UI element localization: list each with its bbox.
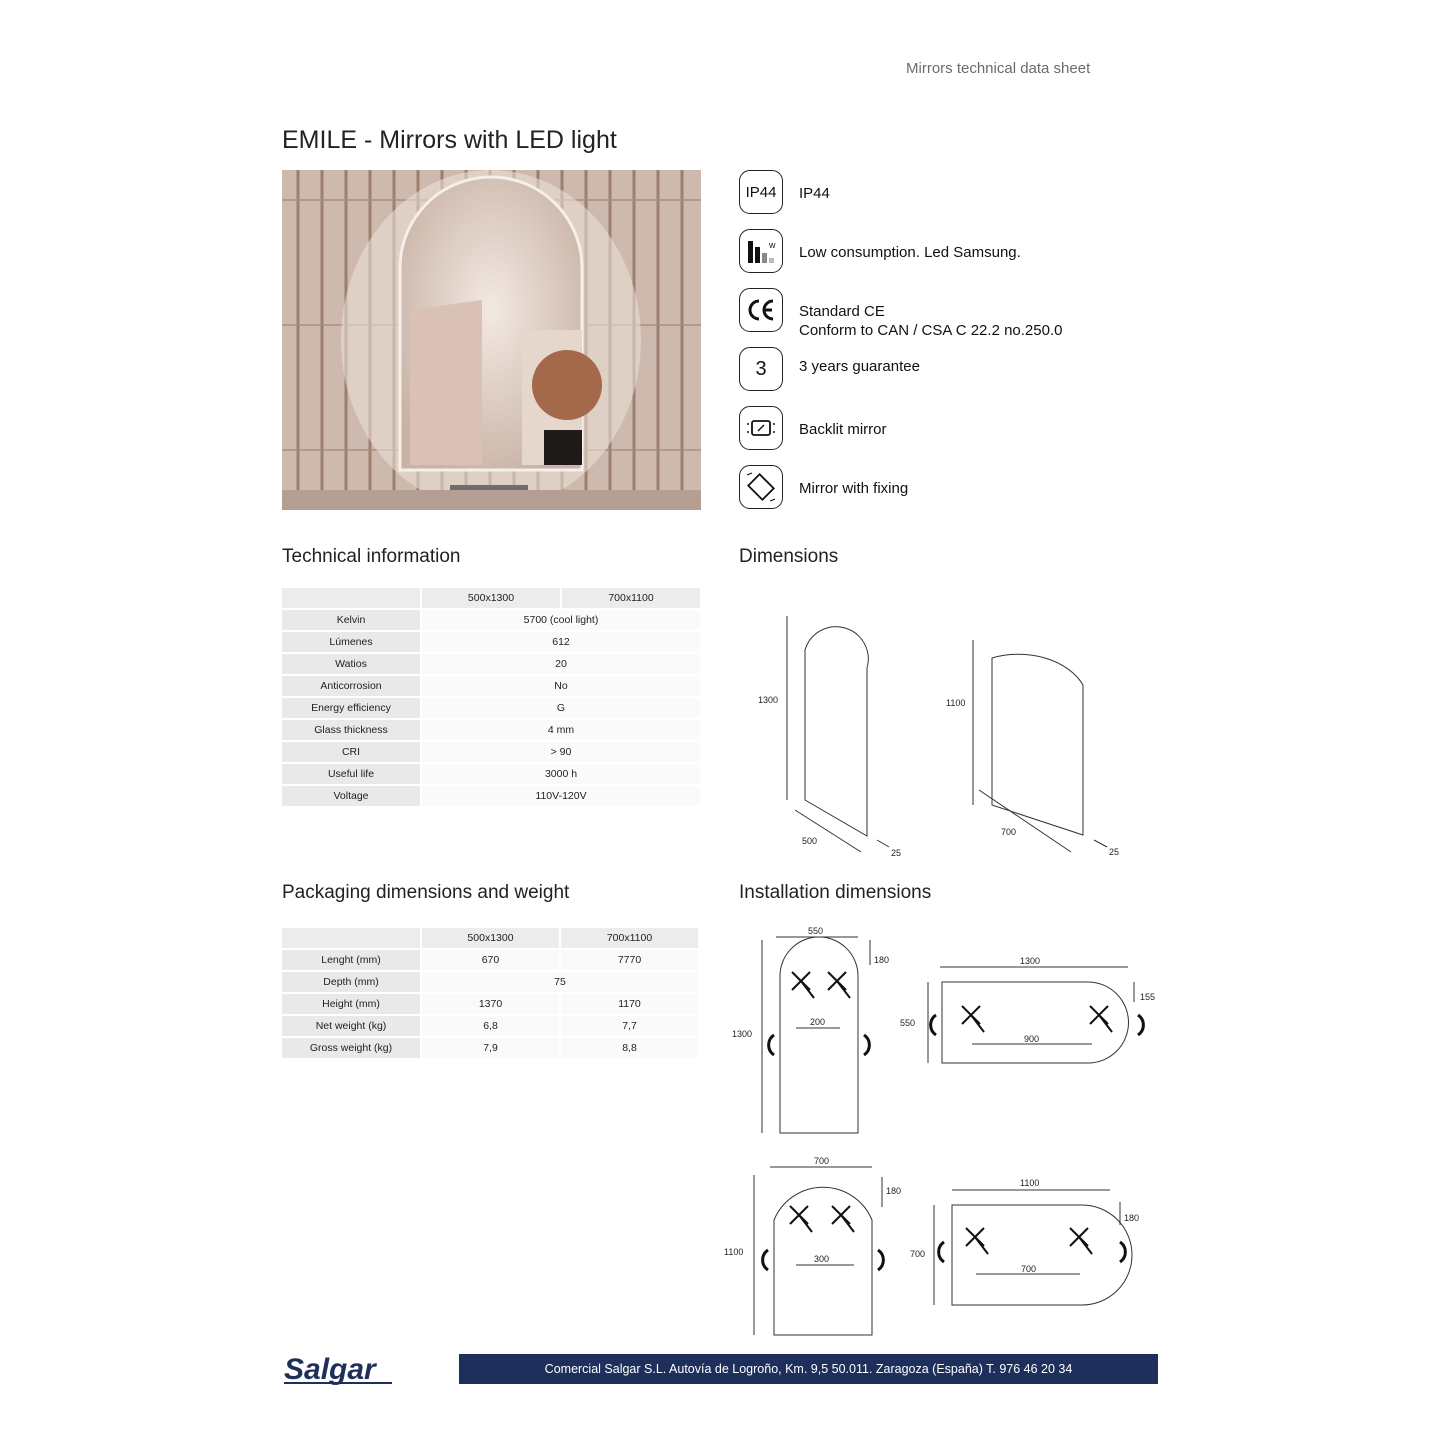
- table-row: [282, 994, 698, 1014]
- mirror-a-depth-line: [877, 840, 889, 847]
- row-label: Glass thickness: [282, 720, 420, 740]
- backlit-mirror-icon: [739, 406, 783, 450]
- table-row: [282, 610, 700, 630]
- install-b-vertical-top-label: 180: [886, 1186, 902, 1196]
- install-a-vertical-outline: [780, 937, 858, 1133]
- technical-info-table: [280, 586, 702, 808]
- row-label: Anticorrosion: [282, 676, 420, 696]
- row-label: CRI: [282, 742, 420, 762]
- mirror-a-depth-label: 25: [891, 848, 902, 858]
- rotation-arrows: [763, 1015, 1144, 1270]
- row-label: Depth (mm): [282, 972, 420, 992]
- mirror-b-depth-line: [1094, 840, 1107, 847]
- install-a-horizontal-between-label: 900: [1024, 1034, 1040, 1044]
- row-value: 75: [422, 972, 698, 992]
- salgar-logo: [282, 1352, 394, 1391]
- table-row: [282, 786, 700, 806]
- install-a-vertical-width-label: 550: [808, 926, 824, 936]
- row-value: 6,8: [422, 1016, 559, 1036]
- install-a-horizontal-height-label: 550: [900, 1018, 916, 1028]
- product-title: EMILE - Mirrors with LED light: [282, 126, 617, 154]
- mirror-b-width-line: [979, 790, 1071, 852]
- technical-info-heading: Technical information: [282, 546, 461, 567]
- row-label: Lenght (mm): [282, 950, 420, 970]
- row-value: 8,8: [561, 1038, 698, 1058]
- ce-mark-icon: [739, 288, 783, 332]
- row-value: 7770: [561, 950, 698, 970]
- table-row: [282, 950, 698, 970]
- row-value: 1170: [561, 994, 698, 1014]
- install-b-horizontal-height-label: 700: [910, 1249, 926, 1259]
- row-label: Gross weight (kg): [282, 1038, 420, 1058]
- mirror-b-width-label: 700: [1001, 827, 1017, 837]
- salgar-logo-icon: [282, 1352, 394, 1386]
- product-photo: [282, 170, 701, 510]
- dimensions-drawings: [739, 600, 1159, 875]
- row-label: Kelvin: [282, 610, 420, 630]
- guarantee-icon: 3: [739, 347, 783, 391]
- installation-svg: [724, 920, 1164, 1340]
- install-a-vertical-between-label: 200: [810, 1017, 826, 1027]
- table-header-row: [282, 928, 698, 948]
- table-row: [282, 742, 700, 762]
- row-label: Voltage: [282, 786, 420, 806]
- install-a-horizontal-side-label: 155: [1140, 992, 1156, 1002]
- row-value: 5700 (cool light): [422, 610, 700, 630]
- row-label: Net weight (kg): [282, 1016, 420, 1036]
- low-consumption-icon: [739, 229, 783, 273]
- install-b-vertical-height-label: 1100: [724, 1247, 744, 1257]
- mirror-b-height-label: 1100: [946, 698, 966, 708]
- column-header: 500x1300: [422, 928, 559, 948]
- svg-text:w: w: [769, 240, 776, 250]
- feature-ip44-text: IP44: [799, 185, 830, 202]
- mirror-a-outline: [805, 627, 868, 836]
- install-b-horizontal-between-label: 700: [1021, 1264, 1037, 1274]
- row-value: 612: [422, 632, 700, 652]
- row-value: 20: [422, 654, 700, 674]
- table-row: [282, 764, 700, 784]
- mirror-a-width-label: 500: [802, 836, 818, 846]
- feature-ce-conform-text: Conform to CAN / CSA C 22.2 no.250.0: [799, 322, 1063, 339]
- footer-address-bar: Comercial Salgar S.L. Autovía de Logroño, Km. 9,5 50.011. Zaragoza (España) T. 976 46 20 34: [459, 1354, 1158, 1384]
- installation-drawings: [724, 920, 1164, 1345]
- row-value: 110V-120V: [422, 786, 700, 806]
- row-label: Energy efficiency: [282, 698, 420, 718]
- column-header: 700x1100: [561, 928, 698, 948]
- install-a-horizontal-outline: [942, 982, 1129, 1063]
- dimensions-svg: [739, 600, 1159, 870]
- row-label: Lúmenes: [282, 632, 420, 652]
- feature-low-consumption-text: Low consumption. Led Samsung.: [799, 244, 1021, 261]
- table-row: [282, 1038, 698, 1058]
- dimensions-heading: Dimensions: [739, 546, 839, 567]
- header-blank-cell: [282, 588, 420, 608]
- document-header-title: Mirrors technical data sheet: [906, 60, 1091, 77]
- ip44-icon: IP44: [739, 170, 783, 214]
- install-b-horizontal-outline: [952, 1205, 1132, 1305]
- header-blank-cell: [282, 928, 420, 948]
- packaging-table: [280, 926, 700, 1060]
- feature-ce-text: Standard CE: [799, 303, 885, 320]
- row-value: 670: [422, 950, 559, 970]
- table-row: [282, 676, 700, 696]
- table-row: [282, 972, 698, 992]
- install-a-vertical-height-label: 1300: [732, 1029, 753, 1039]
- column-header: 500x1300: [422, 588, 560, 608]
- logo-wordmark: Salgar: [284, 1353, 376, 1386]
- fixing-screws: [790, 972, 1112, 1254]
- feature-guarantee-text: 3 years guarantee: [799, 358, 920, 375]
- table-header-row: [282, 588, 700, 608]
- packaging-heading: Packaging dimensions and weight: [282, 882, 570, 903]
- mirror-b-depth-label: 25: [1109, 847, 1120, 857]
- row-value: 7,7: [561, 1016, 698, 1036]
- row-value: 7,9: [422, 1038, 559, 1058]
- row-value: 3000 h: [422, 764, 700, 784]
- table-row: [282, 632, 700, 652]
- row-label: Useful life: [282, 764, 420, 784]
- install-a-horizontal-width-label: 1300: [1020, 956, 1041, 966]
- table-row: [282, 1016, 698, 1036]
- install-b-horizontal-side-label: 180: [1124, 1213, 1140, 1223]
- install-b-vertical-width-label: 700: [814, 1156, 830, 1166]
- row-value: G: [422, 698, 700, 718]
- install-b-horizontal-width-label: 1100: [1020, 1178, 1040, 1188]
- feature-backlit-text: Backlit mirror: [799, 421, 887, 438]
- row-label: Height (mm): [282, 994, 420, 1014]
- row-value: 4 mm: [422, 720, 700, 740]
- install-a-vertical-top-label: 180: [874, 955, 890, 965]
- product-photo-illustration: [282, 170, 701, 510]
- row-label: Watios: [282, 654, 420, 674]
- row-value: > 90: [422, 742, 700, 762]
- table-row: [282, 698, 700, 718]
- feature-fixing-text: Mirror with fixing: [799, 480, 909, 497]
- row-value: 1370: [422, 994, 559, 1014]
- mirror-a-height-label: 1300: [758, 695, 779, 705]
- row-value: No: [422, 676, 700, 696]
- table-row: [282, 654, 700, 674]
- column-header: 700x1100: [562, 588, 700, 608]
- install-b-vertical-between-label: 300: [814, 1254, 830, 1264]
- table-row: [282, 720, 700, 740]
- installation-heading: Installation dimensions: [739, 882, 932, 903]
- mirror-fixing-icon: [739, 465, 783, 509]
